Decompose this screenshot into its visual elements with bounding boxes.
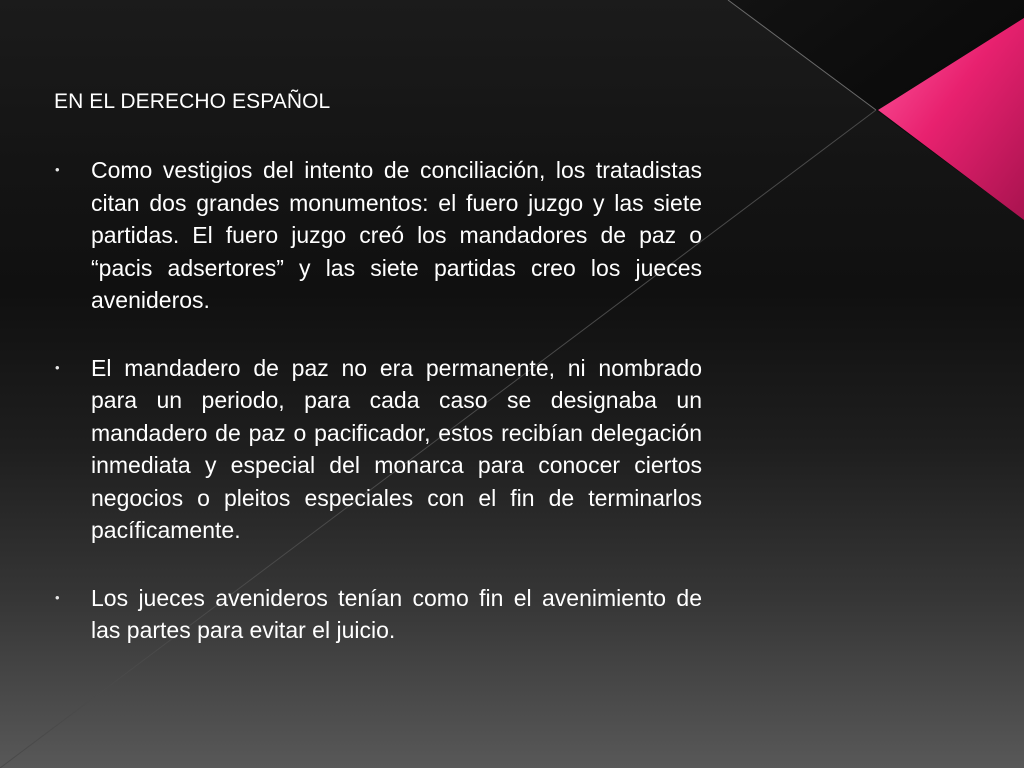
bullet-list: [54, 154, 702, 647]
bullet-text: Como vestigios del intento de conciliación, los tratadistas citan dos grandes monumentos: el fuero juzgo y las siete partidas. El fuero juzgo creó los mandadores de paz o “pacis adsertores” y las siete partidas creo los jueces avenideros.: [91, 157, 702, 313]
list-item: [54, 582, 702, 647]
bullet-dot-icon: •: [55, 589, 60, 605]
bullet-dot-icon: •: [55, 359, 60, 375]
list-item: [54, 352, 702, 547]
slide-content: [54, 86, 702, 682]
slide-title: EN EL DERECHO ESPAÑOL: [54, 90, 331, 113]
bullet-dot-icon: •: [55, 162, 60, 177]
list-item: [54, 154, 702, 317]
bullet-text: El mandadero de paz no era permanente, ni nombrado para un periodo, para cada caso se designaba un mandadero de paz o pacificador, estos recibían delegación inmediata y especial del monarca para conocer ciertos negocios o pleitos especiales con el fin de terminarlos pacíficamente.: [91, 354, 702, 543]
bullet-text: Los jueces avenideros tenían como fin el avenimiento de las partes para evitar el juicio.: [91, 584, 702, 643]
